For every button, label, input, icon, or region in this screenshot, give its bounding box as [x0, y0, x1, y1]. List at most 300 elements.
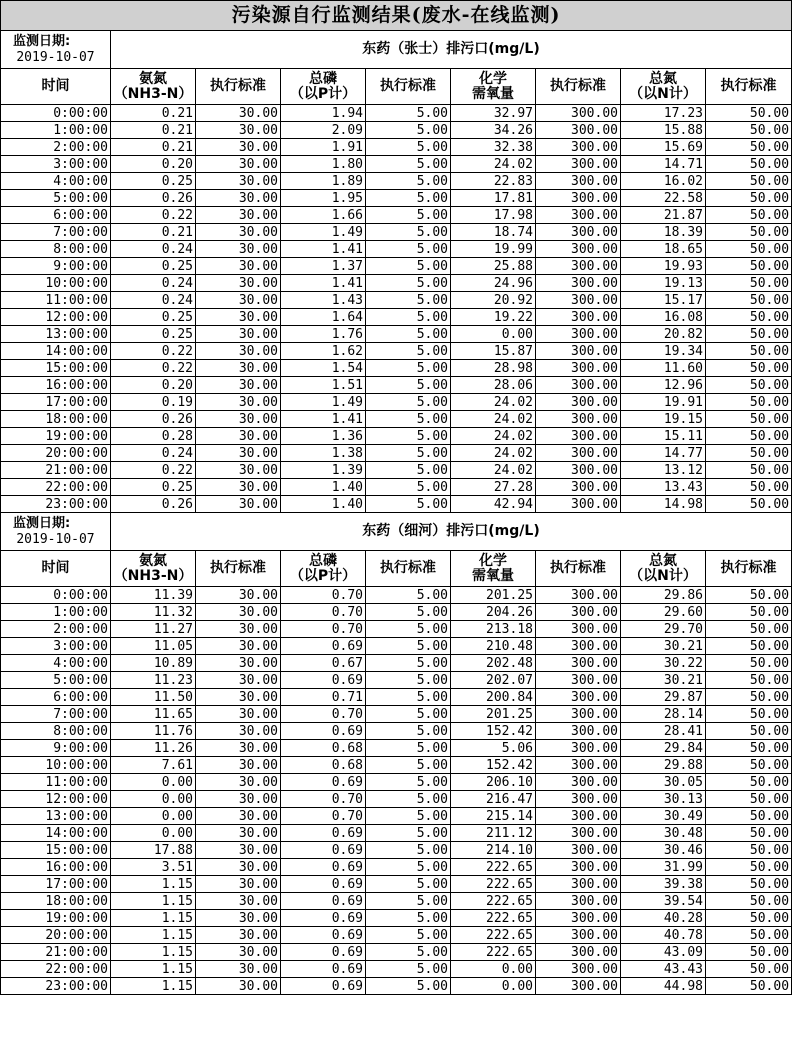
value-cell: 11.23 — [111, 672, 196, 689]
value-cell: 204.26 — [451, 604, 536, 621]
value-cell: 0.71 — [281, 689, 366, 706]
value-cell: 5.00 — [366, 445, 451, 462]
value-cell: 30.00 — [196, 428, 281, 445]
value-cell: 0.20 — [111, 156, 196, 173]
value-cell: 5.00 — [366, 961, 451, 978]
time-cell: 2:00:00 — [1, 621, 111, 638]
value-cell: 5.00 — [366, 672, 451, 689]
value-cell: 22.83 — [451, 173, 536, 190]
time-cell: 16:00:00 — [1, 377, 111, 394]
time-cell: 14:00:00 — [1, 343, 111, 360]
value-cell: 30.00 — [196, 927, 281, 944]
value-cell: 30.00 — [196, 394, 281, 411]
value-cell: 5.00 — [366, 774, 451, 791]
table-row — [1, 587, 792, 604]
value-cell: 19.34 — [621, 343, 706, 360]
column-header: 执行标准 — [536, 551, 621, 587]
value-cell: 222.65 — [451, 927, 536, 944]
time-cell: 3:00:00 — [1, 156, 111, 173]
value-cell: 5.00 — [366, 156, 451, 173]
date-value: 2019-10-07 — [16, 531, 95, 547]
value-cell: 300.00 — [536, 122, 621, 139]
time-cell: 11:00:00 — [1, 292, 111, 309]
value-cell: 50.00 — [706, 326, 792, 343]
value-cell: 300.00 — [536, 258, 621, 275]
value-cell: 5.00 — [366, 241, 451, 258]
value-cell: 27.28 — [451, 479, 536, 496]
value-cell: 1.80 — [281, 156, 366, 173]
value-cell: 50.00 — [706, 411, 792, 428]
value-cell: 300.00 — [536, 445, 621, 462]
column-header: 时间 — [1, 69, 111, 105]
value-cell: 50.00 — [706, 655, 792, 672]
value-cell: 50.00 — [706, 740, 792, 757]
value-cell: 0.69 — [281, 825, 366, 842]
value-cell: 0.00 — [451, 326, 536, 343]
value-cell: 50.00 — [706, 638, 792, 655]
value-cell: 300.00 — [536, 978, 621, 995]
time-cell: 11:00:00 — [1, 774, 111, 791]
value-cell: 21.87 — [621, 207, 706, 224]
value-cell: 0.69 — [281, 842, 366, 859]
value-cell: 50.00 — [706, 241, 792, 258]
value-cell: 18.74 — [451, 224, 536, 241]
value-cell: 50.00 — [706, 621, 792, 638]
value-cell: 1.15 — [111, 910, 196, 927]
value-cell: 300.00 — [536, 224, 621, 241]
value-cell: 30.22 — [621, 655, 706, 672]
value-cell: 50.00 — [706, 122, 792, 139]
value-cell: 300.00 — [536, 723, 621, 740]
value-cell: 50.00 — [706, 791, 792, 808]
table-row — [1, 944, 792, 961]
value-cell: 19.99 — [451, 241, 536, 258]
column-header: 氨氮 （NH3-N） — [111, 551, 196, 587]
value-cell: 5.00 — [366, 621, 451, 638]
value-cell: 50.00 — [706, 825, 792, 842]
column-header: 总氮 （以N计） — [621, 551, 706, 587]
time-cell: 7:00:00 — [1, 224, 111, 241]
value-cell: 5.00 — [366, 706, 451, 723]
value-cell: 30.00 — [196, 876, 281, 893]
value-cell: 11.27 — [111, 621, 196, 638]
value-cell: 222.65 — [451, 893, 536, 910]
time-cell: 22:00:00 — [1, 479, 111, 496]
value-cell: 5.00 — [366, 139, 451, 156]
column-header: 总氮 （以N计） — [621, 69, 706, 105]
value-cell: 15.17 — [621, 292, 706, 309]
value-cell: 50.00 — [706, 258, 792, 275]
value-cell: 19.13 — [621, 275, 706, 292]
value-cell: 11.50 — [111, 689, 196, 706]
value-cell: 0.69 — [281, 961, 366, 978]
value-cell: 30.00 — [196, 258, 281, 275]
value-cell: 300.00 — [536, 190, 621, 207]
time-cell: 19:00:00 — [1, 428, 111, 445]
value-cell: 11.32 — [111, 604, 196, 621]
value-cell: 28.98 — [451, 360, 536, 377]
value-cell: 16.08 — [621, 309, 706, 326]
value-cell: 30.46 — [621, 842, 706, 859]
time-cell: 18:00:00 — [1, 893, 111, 910]
value-cell: 5.00 — [366, 723, 451, 740]
value-cell: 300.00 — [536, 876, 621, 893]
time-cell: 2:00:00 — [1, 139, 111, 156]
value-cell: 30.00 — [196, 638, 281, 655]
value-cell: 50.00 — [706, 859, 792, 876]
value-cell: 5.00 — [366, 808, 451, 825]
value-cell: 30.00 — [196, 207, 281, 224]
value-cell: 30.00 — [196, 173, 281, 190]
value-cell: 29.70 — [621, 621, 706, 638]
value-cell: 5.06 — [451, 740, 536, 757]
table-row — [1, 360, 792, 377]
value-cell: 152.42 — [451, 723, 536, 740]
value-cell: 50.00 — [706, 190, 792, 207]
value-cell: 300.00 — [536, 944, 621, 961]
value-cell: 300.00 — [536, 927, 621, 944]
value-cell: 30.00 — [196, 604, 281, 621]
table-row — [1, 241, 792, 258]
value-cell: 1.54 — [281, 360, 366, 377]
value-cell: 0.70 — [281, 604, 366, 621]
column-header-row — [1, 551, 792, 587]
value-cell: 30.00 — [196, 689, 281, 706]
value-cell: 50.00 — [706, 173, 792, 190]
value-cell: 30.00 — [196, 791, 281, 808]
value-cell: 30.00 — [196, 842, 281, 859]
value-cell: 5.00 — [366, 740, 451, 757]
column-header: 执行标准 — [366, 551, 451, 587]
value-cell: 214.10 — [451, 842, 536, 859]
table-row — [1, 105, 792, 122]
value-cell: 30.00 — [196, 859, 281, 876]
value-cell: 210.48 — [451, 638, 536, 655]
value-cell: 13.12 — [621, 462, 706, 479]
value-cell: 0.70 — [281, 791, 366, 808]
value-cell: 0.25 — [111, 326, 196, 343]
time-cell: 12:00:00 — [1, 791, 111, 808]
value-cell: 24.02 — [451, 394, 536, 411]
value-cell: 30.00 — [196, 292, 281, 309]
time-cell: 12:00:00 — [1, 309, 111, 326]
value-cell: 0.24 — [111, 275, 196, 292]
value-cell: 5.00 — [366, 394, 451, 411]
value-cell: 12.96 — [621, 377, 706, 394]
value-cell: 300.00 — [536, 655, 621, 672]
time-cell: 6:00:00 — [1, 689, 111, 706]
time-cell: 0:00:00 — [1, 105, 111, 122]
value-cell: 0.69 — [281, 978, 366, 995]
value-cell: 0.68 — [281, 740, 366, 757]
value-cell: 1.15 — [111, 927, 196, 944]
value-cell: 32.38 — [451, 139, 536, 156]
value-cell: 5.00 — [366, 360, 451, 377]
time-cell: 1:00:00 — [1, 604, 111, 621]
value-cell: 30.00 — [196, 774, 281, 791]
value-cell: 300.00 — [536, 428, 621, 445]
value-cell: 50.00 — [706, 689, 792, 706]
value-cell: 0.69 — [281, 876, 366, 893]
column-header: 化学 需氧量 — [451, 551, 536, 587]
value-cell: 5.00 — [366, 326, 451, 343]
time-cell: 13:00:00 — [1, 808, 111, 825]
value-cell: 300.00 — [536, 411, 621, 428]
value-cell: 50.00 — [706, 462, 792, 479]
value-cell: 29.84 — [621, 740, 706, 757]
value-cell: 50.00 — [706, 275, 792, 292]
value-cell: 0.25 — [111, 258, 196, 275]
value-cell: 1.43 — [281, 292, 366, 309]
value-cell: 0.22 — [111, 360, 196, 377]
value-cell: 19.93 — [621, 258, 706, 275]
monitoring-date — [1, 513, 111, 551]
date-value: 2019-10-07 — [16, 49, 95, 65]
value-cell: 40.28 — [621, 910, 706, 927]
value-cell: 30.00 — [196, 377, 281, 394]
value-cell: 22.58 — [621, 190, 706, 207]
value-cell: 14.77 — [621, 445, 706, 462]
value-cell: 0.70 — [281, 706, 366, 723]
value-cell: 1.62 — [281, 343, 366, 360]
table-row — [1, 672, 792, 689]
value-cell: 0.69 — [281, 859, 366, 876]
table-row — [1, 326, 792, 343]
value-cell: 30.00 — [196, 893, 281, 910]
time-cell: 14:00:00 — [1, 825, 111, 842]
value-cell: 0.69 — [281, 910, 366, 927]
value-cell: 1.76 — [281, 326, 366, 343]
value-cell: 1.49 — [281, 224, 366, 241]
value-cell: 5.00 — [366, 842, 451, 859]
value-cell: 0.26 — [111, 496, 196, 513]
value-cell: 50.00 — [706, 360, 792, 377]
value-cell: 30.00 — [196, 587, 281, 604]
value-cell: 300.00 — [536, 207, 621, 224]
value-cell: 300.00 — [536, 672, 621, 689]
time-cell: 9:00:00 — [1, 258, 111, 275]
value-cell: 5.00 — [366, 462, 451, 479]
value-cell: 202.48 — [451, 655, 536, 672]
table-row — [1, 411, 792, 428]
time-cell: 15:00:00 — [1, 842, 111, 859]
value-cell: 18.65 — [621, 241, 706, 258]
table-row — [1, 377, 792, 394]
table-row — [1, 496, 792, 513]
value-cell: 28.06 — [451, 377, 536, 394]
value-cell: 28.14 — [621, 706, 706, 723]
table-row — [1, 825, 792, 842]
table-row — [1, 462, 792, 479]
value-cell: 11.05 — [111, 638, 196, 655]
value-cell: 30.00 — [196, 825, 281, 842]
value-cell: 1.89 — [281, 173, 366, 190]
value-cell: 0.00 — [111, 791, 196, 808]
table-row — [1, 706, 792, 723]
value-cell: 50.00 — [706, 139, 792, 156]
column-header: 执行标准 — [196, 551, 281, 587]
value-cell: 300.00 — [536, 961, 621, 978]
value-cell: 30.00 — [196, 309, 281, 326]
time-cell: 10:00:00 — [1, 757, 111, 774]
value-cell: 30.00 — [196, 672, 281, 689]
value-cell: 30.00 — [196, 190, 281, 207]
value-cell: 30.00 — [196, 224, 281, 241]
value-cell: 300.00 — [536, 621, 621, 638]
table-row — [1, 655, 792, 672]
table-row — [1, 190, 792, 207]
value-cell: 222.65 — [451, 859, 536, 876]
value-cell: 30.48 — [621, 825, 706, 842]
table-row — [1, 910, 792, 927]
value-cell: 50.00 — [706, 910, 792, 927]
table-row — [1, 757, 792, 774]
value-cell: 215.14 — [451, 808, 536, 825]
value-cell: 0.00 — [111, 808, 196, 825]
table-row — [1, 689, 792, 706]
value-cell: 1.39 — [281, 462, 366, 479]
value-cell: 0.19 — [111, 394, 196, 411]
value-cell: 30.21 — [621, 672, 706, 689]
value-cell: 30.00 — [196, 241, 281, 258]
date-label: 监测日期: — [13, 515, 71, 531]
value-cell: 5.00 — [366, 190, 451, 207]
section-header-row — [1, 31, 792, 69]
value-cell: 5.00 — [366, 757, 451, 774]
value-cell: 1.41 — [281, 275, 366, 292]
table-row — [1, 740, 792, 757]
value-cell: 50.00 — [706, 978, 792, 995]
value-cell: 300.00 — [536, 689, 621, 706]
value-cell: 11.76 — [111, 723, 196, 740]
time-cell: 4:00:00 — [1, 173, 111, 190]
table-row — [1, 139, 792, 156]
value-cell: 30.00 — [196, 360, 281, 377]
value-cell: 1.40 — [281, 496, 366, 513]
value-cell: 300.00 — [536, 241, 621, 258]
value-cell: 300.00 — [536, 292, 621, 309]
value-cell: 5.00 — [366, 604, 451, 621]
value-cell: 5.00 — [366, 978, 451, 995]
value-cell: 5.00 — [366, 122, 451, 139]
value-cell: 5.00 — [366, 638, 451, 655]
value-cell: 1.40 — [281, 479, 366, 496]
value-cell: 14.98 — [621, 496, 706, 513]
value-cell: 206.10 — [451, 774, 536, 791]
time-cell: 18:00:00 — [1, 411, 111, 428]
time-cell: 10:00:00 — [1, 275, 111, 292]
value-cell: 30.00 — [196, 411, 281, 428]
time-cell: 8:00:00 — [1, 241, 111, 258]
table-row — [1, 723, 792, 740]
value-cell: 1.15 — [111, 978, 196, 995]
value-cell: 50.00 — [706, 207, 792, 224]
value-cell: 30.00 — [196, 757, 281, 774]
value-cell: 7.61 — [111, 757, 196, 774]
value-cell: 5.00 — [366, 876, 451, 893]
value-cell: 0.22 — [111, 207, 196, 224]
value-cell: 50.00 — [706, 224, 792, 241]
value-cell: 18.39 — [621, 224, 706, 241]
table-row — [1, 292, 792, 309]
time-cell: 9:00:00 — [1, 740, 111, 757]
value-cell: 50.00 — [706, 428, 792, 445]
value-cell: 300.00 — [536, 139, 621, 156]
value-cell: 5.00 — [366, 859, 451, 876]
value-cell: 50.00 — [706, 876, 792, 893]
value-cell: 1.49 — [281, 394, 366, 411]
table-row — [1, 275, 792, 292]
column-header: 时间 — [1, 551, 111, 587]
value-cell: 0.22 — [111, 462, 196, 479]
table-row — [1, 173, 792, 190]
value-cell: 0.67 — [281, 655, 366, 672]
time-cell: 17:00:00 — [1, 876, 111, 893]
value-cell: 50.00 — [706, 445, 792, 462]
monitoring-date — [1, 31, 111, 69]
value-cell: 0.21 — [111, 224, 196, 241]
value-cell: 30.13 — [621, 791, 706, 808]
table-row — [1, 791, 792, 808]
value-cell: 30.00 — [196, 961, 281, 978]
value-cell: 300.00 — [536, 326, 621, 343]
value-cell: 5.00 — [366, 825, 451, 842]
time-cell: 7:00:00 — [1, 706, 111, 723]
value-cell: 300.00 — [536, 791, 621, 808]
value-cell: 0.24 — [111, 292, 196, 309]
value-cell: 300.00 — [536, 156, 621, 173]
value-cell: 0.00 — [451, 978, 536, 995]
value-cell: 11.60 — [621, 360, 706, 377]
time-cell: 23:00:00 — [1, 496, 111, 513]
value-cell: 17.88 — [111, 842, 196, 859]
value-cell: 13.43 — [621, 479, 706, 496]
outlet-name: 东药（张士）排污口(mg/L) — [111, 31, 792, 69]
date-label: 监测日期: — [13, 33, 71, 49]
value-cell: 1.51 — [281, 377, 366, 394]
value-cell: 5.00 — [366, 927, 451, 944]
value-cell: 0.24 — [111, 445, 196, 462]
value-cell: 50.00 — [706, 156, 792, 173]
value-cell: 300.00 — [536, 479, 621, 496]
time-cell: 8:00:00 — [1, 723, 111, 740]
value-cell: 0.70 — [281, 587, 366, 604]
value-cell: 0.22 — [111, 343, 196, 360]
value-cell: 0.21 — [111, 105, 196, 122]
time-cell: 17:00:00 — [1, 394, 111, 411]
value-cell: 11.26 — [111, 740, 196, 757]
value-cell: 5.00 — [366, 689, 451, 706]
value-cell: 50.00 — [706, 105, 792, 122]
value-cell: 213.18 — [451, 621, 536, 638]
time-cell: 15:00:00 — [1, 360, 111, 377]
time-cell: 5:00:00 — [1, 672, 111, 689]
value-cell: 1.37 — [281, 258, 366, 275]
time-cell: 21:00:00 — [1, 944, 111, 961]
value-cell: 20.82 — [621, 326, 706, 343]
value-cell: 50.00 — [706, 893, 792, 910]
value-cell: 300.00 — [536, 275, 621, 292]
value-cell: 28.41 — [621, 723, 706, 740]
value-cell: 25.88 — [451, 258, 536, 275]
time-cell: 22:00:00 — [1, 961, 111, 978]
time-cell: 20:00:00 — [1, 927, 111, 944]
value-cell: 29.86 — [621, 587, 706, 604]
value-cell: 216.47 — [451, 791, 536, 808]
time-cell: 23:00:00 — [1, 978, 111, 995]
value-cell: 1.91 — [281, 139, 366, 156]
value-cell: 200.84 — [451, 689, 536, 706]
